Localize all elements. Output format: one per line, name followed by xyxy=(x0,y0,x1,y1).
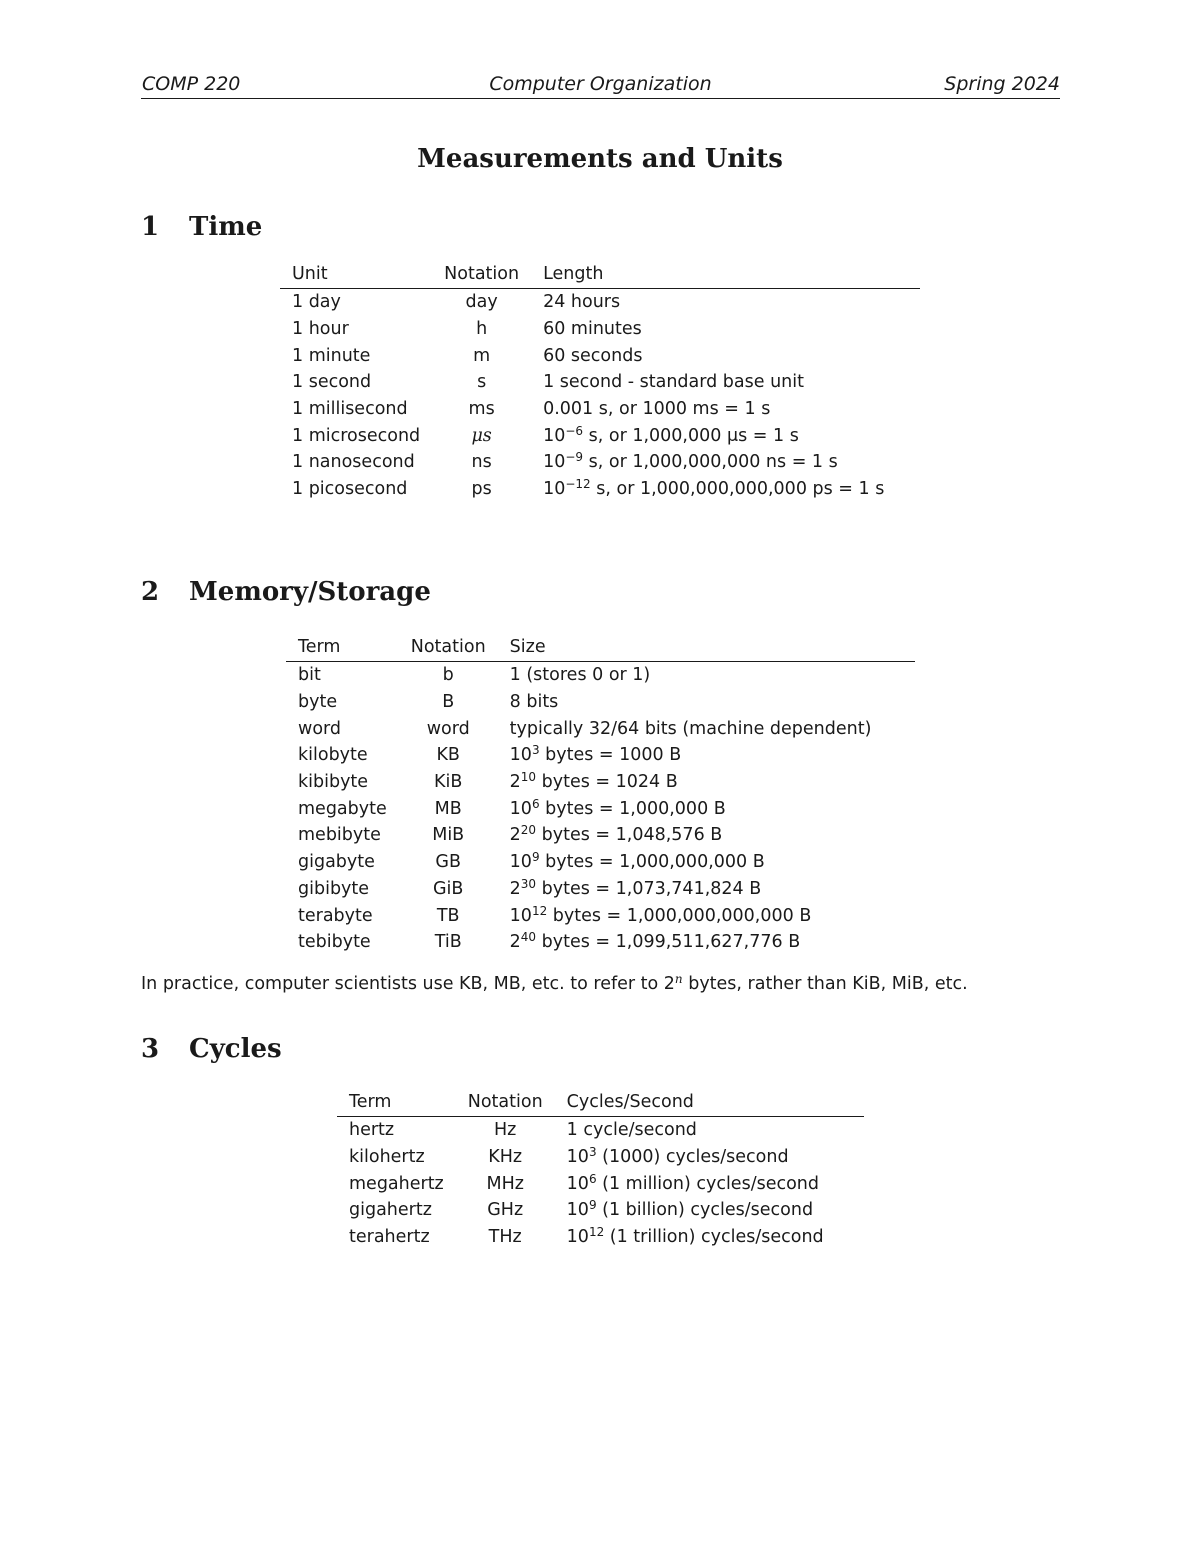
notation-cell: b xyxy=(442,665,454,686)
column-header: Size xyxy=(498,634,915,662)
length-cell: 60 minutes xyxy=(543,319,642,340)
term-cell: kilobyte xyxy=(298,745,368,766)
page-title: Measurements and Units xyxy=(417,144,783,174)
length-cell: 1 second - standard base unit xyxy=(543,372,804,393)
power-exponent: 3 xyxy=(588,1145,597,1160)
length-cell xyxy=(531,476,920,503)
column-header: Length xyxy=(531,261,920,289)
term-cell: gigabyte xyxy=(298,852,375,873)
power-base: 2 xyxy=(509,825,521,846)
term-cell: mebibyte xyxy=(298,825,381,846)
size-cell xyxy=(498,742,915,769)
size-cell xyxy=(498,849,915,876)
column-header: Cycles/Second xyxy=(555,1089,864,1117)
notation-cell: GB xyxy=(435,852,461,873)
column-header: Term xyxy=(337,1089,456,1117)
rate-remainder: (1 trillion) cycles/second xyxy=(604,1227,824,1248)
power-base: 10 xyxy=(566,1147,589,1168)
table-row xyxy=(337,1170,864,1197)
notation-cell: GHz xyxy=(487,1200,524,1221)
size-remainder: bytes = 1024 B xyxy=(536,772,678,793)
table-row xyxy=(280,316,920,343)
table-row xyxy=(286,822,915,849)
power-exponent: 12 xyxy=(531,903,548,918)
column-header: Notation xyxy=(432,261,531,289)
section-title: Time xyxy=(189,212,263,242)
power-base: 10 xyxy=(543,425,566,446)
rate-cell xyxy=(555,1224,864,1251)
table-row xyxy=(337,1197,864,1224)
table-row xyxy=(280,422,920,449)
course-name: Computer Organization xyxy=(489,73,712,95)
length-cell xyxy=(531,449,920,476)
power-exponent: 6 xyxy=(531,796,540,811)
term-cell: bit xyxy=(298,665,321,686)
table-row xyxy=(286,769,915,796)
power-exponent: −12 xyxy=(565,477,591,492)
column-header: Unit xyxy=(280,261,432,289)
unit-cell: 1 microsecond xyxy=(292,425,421,446)
section-heading-memory xyxy=(141,577,431,607)
unit-cell: 1 hour xyxy=(292,319,349,340)
term-cell: word xyxy=(298,718,342,739)
table-row xyxy=(286,929,915,956)
column-header: Notation xyxy=(399,634,498,662)
term-cell: kibibyte xyxy=(298,772,369,793)
power-exponent: −6 xyxy=(565,423,584,438)
term-cell: gibibyte xyxy=(298,878,370,899)
power-base: 10 xyxy=(566,1200,589,1221)
notation-cell: B xyxy=(442,692,455,713)
table-row xyxy=(280,476,920,503)
size-remainder: bytes = 1,048,576 B xyxy=(536,825,723,846)
memory-note xyxy=(141,974,968,994)
column-header: Notation xyxy=(456,1089,555,1117)
power-base: 2 xyxy=(509,772,521,793)
time-table xyxy=(280,261,920,503)
term-cell: byte xyxy=(298,692,338,713)
size-remainder: bytes = 1000 B xyxy=(539,745,682,766)
power-exponent: 30 xyxy=(520,876,537,891)
table-row xyxy=(280,342,920,369)
length-remainder: s, or 1,000,000 μs = 1 s xyxy=(583,425,799,446)
table-row xyxy=(286,849,915,876)
note-exponent: n xyxy=(674,972,683,986)
semester: Spring 2024 xyxy=(944,73,1060,95)
notation-cell: KHz xyxy=(488,1147,523,1168)
length-remainder: s, or 1,000,000,000,000 ps = 1 s xyxy=(590,479,885,500)
notation-cell: MiB xyxy=(432,825,465,846)
rate-cell xyxy=(555,1170,864,1197)
size-remainder: bytes = 1,000,000,000 B xyxy=(539,852,765,873)
length-remainder: s, or 1,000,000,000 ns = 1 s xyxy=(583,452,838,473)
unit-cell: 1 picosecond xyxy=(292,479,408,500)
table-row xyxy=(286,795,915,822)
length-cell xyxy=(531,422,920,449)
unit-cell: 1 millisecond xyxy=(292,399,408,420)
unit-cell: 1 nanosecond xyxy=(292,452,415,473)
term-cell: hertz xyxy=(349,1120,395,1141)
table-row xyxy=(337,1144,864,1171)
note-text-before: In practice, computer scientists use KB, MB, etc. to refer to 2 xyxy=(141,974,675,994)
size-cell xyxy=(498,795,915,822)
size-remainder: bytes = 1,000,000,000,000 B xyxy=(547,905,812,926)
table-row xyxy=(286,742,915,769)
power-base: 2 xyxy=(509,878,521,899)
power-exponent: 10 xyxy=(520,770,537,785)
unit-cell: 1 minute xyxy=(292,345,371,366)
notation-cell: TB xyxy=(436,905,460,926)
power-base: 10 xyxy=(566,1227,589,1248)
notation-cell: TiB xyxy=(434,932,462,953)
section-number: 2 xyxy=(141,577,160,607)
power-base: 10 xyxy=(543,452,566,473)
rate-cell xyxy=(555,1197,864,1224)
size-remainder: bytes = 1,073,741,824 B xyxy=(536,878,762,899)
memory-table xyxy=(286,634,915,956)
table-row xyxy=(286,689,915,716)
power-base: 10 xyxy=(509,798,532,819)
power-exponent: 20 xyxy=(520,823,537,838)
table-row xyxy=(280,396,920,423)
section-heading-time xyxy=(141,212,262,242)
power-exponent: −9 xyxy=(565,450,584,465)
section-heading-cycles xyxy=(141,1034,282,1064)
power-exponent: 6 xyxy=(588,1171,597,1186)
power-exponent: 40 xyxy=(520,930,537,945)
power-base: 10 xyxy=(509,745,532,766)
notation-cell: KiB xyxy=(434,772,463,793)
power-base: 10 xyxy=(509,852,532,873)
table-row xyxy=(280,449,920,476)
size-cell xyxy=(498,902,915,929)
length-cell: 60 seconds xyxy=(543,345,643,366)
running-header xyxy=(141,72,1060,99)
size-cell xyxy=(498,769,915,796)
rate-remainder: (1 billion) cycles/second xyxy=(596,1200,814,1221)
rate-cell xyxy=(555,1144,864,1171)
notation-cell: MHz xyxy=(486,1173,524,1194)
notation-cell: ns xyxy=(471,452,492,473)
rate-remainder: (1 million) cycles/second xyxy=(596,1173,820,1194)
term-cell: terabyte xyxy=(298,905,373,926)
cycles-table xyxy=(337,1089,864,1250)
table-row xyxy=(337,1224,864,1251)
term-cell: megabyte xyxy=(298,798,387,819)
term-cell: megahertz xyxy=(349,1173,444,1194)
power-base: 10 xyxy=(509,905,532,926)
notation-cell: word xyxy=(426,718,470,739)
size-cell: typically 32/64 bits (machine dependent) xyxy=(509,718,872,739)
table-row xyxy=(337,1117,864,1144)
power-base: 10 xyxy=(543,479,566,500)
course-code: COMP 220 xyxy=(142,73,241,95)
notation-cell: m xyxy=(473,345,491,366)
table-row xyxy=(286,902,915,929)
size-cell: 8 bits xyxy=(509,692,559,713)
notation-cell: μs xyxy=(471,425,492,446)
notation-cell: THz xyxy=(488,1227,522,1248)
table-header-row xyxy=(280,261,920,289)
term-cell: gigahertz xyxy=(349,1200,432,1221)
size-remainder: bytes = 1,000,000 B xyxy=(539,798,726,819)
length-cell: 24 hours xyxy=(543,292,621,313)
size-cell xyxy=(498,822,915,849)
power-exponent: 9 xyxy=(588,1198,597,1213)
power-base: 10 xyxy=(566,1173,589,1194)
notation-cell: MB xyxy=(434,798,462,819)
section-number: 1 xyxy=(141,212,160,242)
size-cell xyxy=(498,929,915,956)
note-text-after: bytes, rather than KiB, MiB, etc. xyxy=(682,974,968,994)
notation-cell: day xyxy=(465,292,498,313)
notation-cell: GiB xyxy=(432,878,464,899)
notation-cell: s xyxy=(477,372,487,393)
power-base: 2 xyxy=(509,932,521,953)
table-row xyxy=(286,662,915,689)
unit-cell: 1 day xyxy=(292,292,341,313)
table-row xyxy=(286,715,915,742)
size-cell xyxy=(498,876,915,903)
rate-remainder: (1000) cycles/second xyxy=(596,1147,789,1168)
column-header: Term xyxy=(286,634,399,662)
size-cell: 1 (stores 0 or 1) xyxy=(509,665,651,686)
table-header-row xyxy=(337,1089,864,1117)
rate-cell: 1 cycle/second xyxy=(566,1120,697,1141)
term-cell: kilohertz xyxy=(349,1147,425,1168)
notation-cell: ps xyxy=(471,479,492,500)
power-exponent: 9 xyxy=(531,850,540,865)
unit-cell: 1 second xyxy=(292,372,372,393)
length-cell: 0.001 s, or 1000 ms = 1 s xyxy=(543,399,771,420)
notation-cell: Hz xyxy=(494,1120,517,1141)
notation-cell: ms xyxy=(468,399,495,420)
term-cell: tebibyte xyxy=(298,932,371,953)
table-header-row xyxy=(286,634,915,662)
notation-cell: h xyxy=(476,319,488,340)
table-row xyxy=(280,289,920,316)
power-exponent: 12 xyxy=(588,1225,605,1240)
size-remainder: bytes = 1,099,511,627,776 B xyxy=(536,932,801,953)
table-row xyxy=(280,369,920,396)
section-title: Memory/Storage xyxy=(189,577,431,607)
table-row xyxy=(286,876,915,903)
section-title: Cycles xyxy=(189,1034,282,1064)
power-exponent: 3 xyxy=(531,743,540,758)
term-cell: terahertz xyxy=(349,1227,430,1248)
section-number: 3 xyxy=(141,1034,160,1064)
notation-cell: KB xyxy=(436,745,460,766)
